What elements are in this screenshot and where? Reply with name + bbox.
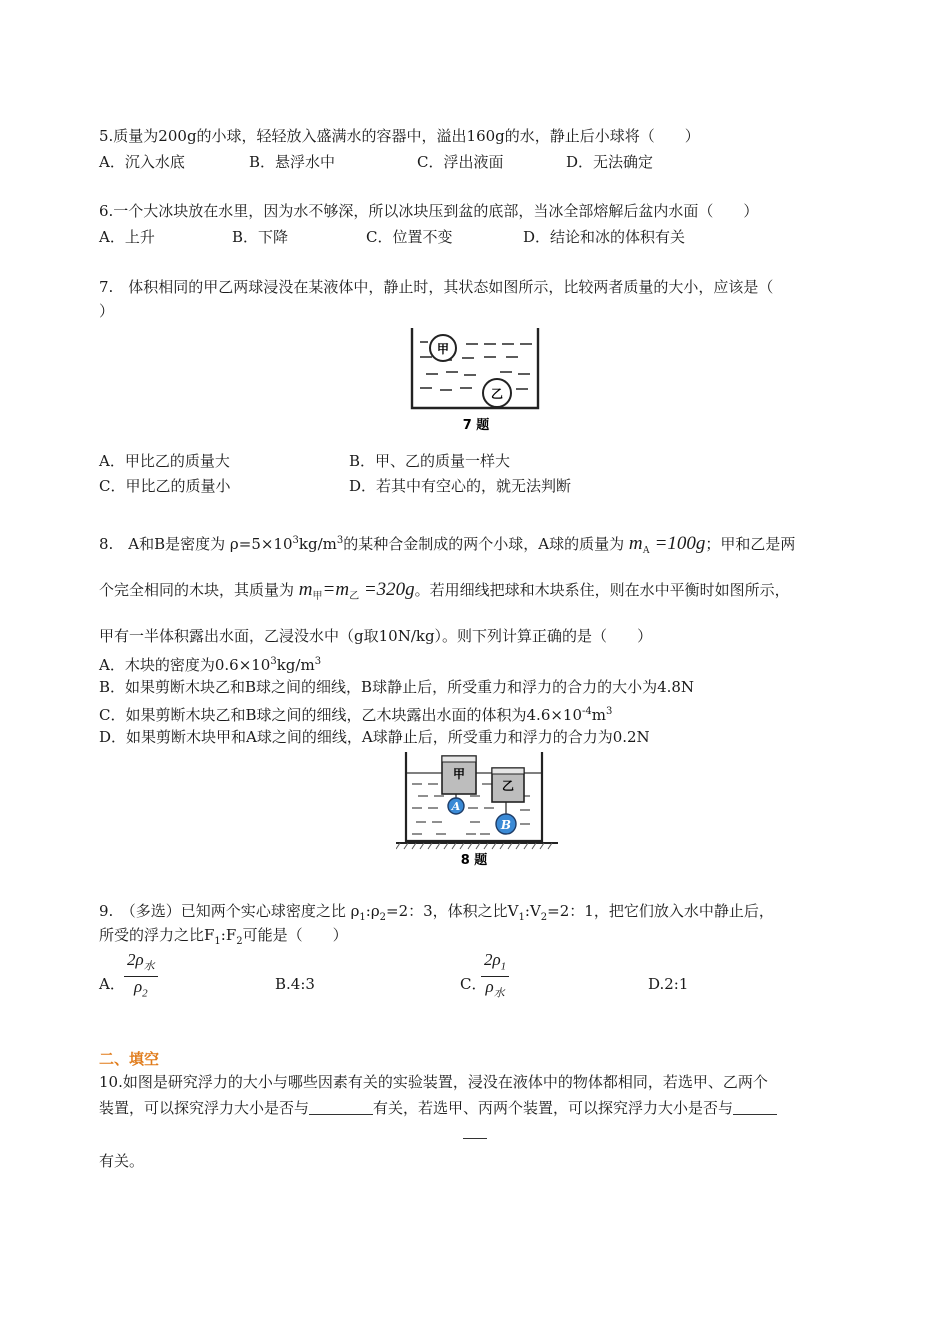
q8-ball-b-label: B (500, 818, 512, 832)
q8-figure-caption: 8 题 (460, 853, 488, 868)
q8-figure (396, 748, 558, 870)
q9-stem-line2: 所受的浮力之比$F_1:F_2$可能是（ ） (99, 926, 348, 947)
q10-stem-line2: 装置，可以探究浮力大小是否与 有关，若选甲、丙两个装置，可以探究浮力大小是否与 (99, 1098, 777, 1118)
q8-option-c: C．如果剪断木块乙和B球之间的细线，乙木块露出水面的体积为$4.6\times 10^{-4}m^3$ (99, 706, 613, 724)
q5-option-d: D．无法确定 (566, 153, 654, 171)
q8-option-a: A．木块的密度为$0.6\times 10^3kg/m^3$ (99, 656, 322, 674)
q7-stem-line2: ） (99, 302, 115, 320)
q5-option-b: B．悬浮水中 (249, 153, 336, 171)
q8-ball-a-label: A (451, 800, 461, 813)
q8-block-jia-label: 甲 (452, 767, 466, 781)
q6-option-c: C．位置不变 (366, 228, 453, 246)
q7-ball-jia-label: 甲 (436, 342, 450, 356)
q8-stem-line1: 8. A和B是密度为 $\rho=5\times 10^3kg/m^3$的某种合金制成的两个小球，A球的质量为 $m_A =100g$；甲和乙是两 (99, 533, 796, 556)
q7-ball-yi-label: 乙 (490, 387, 504, 401)
q10-blank-1[interactable] (309, 1100, 373, 1115)
q10-stem-line1: 10.如图是研究浮力的大小与哪些因素有关的实验装置，浸没在液体中的物体都相同，若选甲、乙两个 (99, 1073, 768, 1091)
q7-figure (400, 322, 550, 434)
q9-option-c-label: C． (460, 975, 487, 993)
mass-a-formula: $m_A =100g$ (628, 533, 706, 556)
q9-option-c-fraction: $2\rho_1$ $\rho_水$ (481, 950, 509, 1004)
q10-stem-line3: 有关。 (99, 1152, 145, 1170)
mass-block-formula: $m_甲=m_乙 =320g$ (298, 579, 415, 602)
q9-option-b: B.4:3 (275, 975, 315, 993)
q7-option-b: B．甲、乙的质量一样大 (349, 452, 511, 470)
q7-figure-caption: 7 题 (462, 418, 490, 433)
q7-option-a: A．甲比乙的质量大 (99, 452, 230, 470)
q7-option-c: C．甲比乙的质量小 (99, 477, 231, 495)
q9-option-a-label: A． (99, 975, 125, 993)
q6-stem: 6.一个大冰块放在水里，因为水不够深，所以冰块压到盆的底部，当冰全部熔解后盆内水面（ ） (99, 202, 759, 220)
q5-stem: 5.质量为200g的小球，轻轻放入盛满水的容器中，溢出160g的水，静止后小球将（ ） (99, 127, 700, 145)
q8-stem-line3: 甲有一半体积露出水面，乙浸没水中（g取10N/kg）。则下列计算正确的是（ ） (99, 627, 653, 645)
q10-blank-2-continuation[interactable] (463, 1138, 487, 1139)
q8-stem-line2: 个完全相同的木块，其质量为 $m_甲=m_乙 =320g$。若用细线把球和木块系住，则在水中平衡时如图所示， (99, 579, 790, 602)
q9-option-a-fraction: $2\rho_水$ $\rho_2$ (124, 950, 158, 1004)
q5-option-c: C．浮出液面 (417, 153, 504, 171)
q7-option-d: D．若其中有空心的，就无法判断 (349, 477, 572, 495)
q9-stem-line1: 9. （多选）已知两个实心球密度之比 $\rho_1:\rho_2=2$：3，体积之比$V_1:V_2=2$：1，把它们放入水中静止后， (99, 902, 774, 923)
q5-option-a: A．沉入水底 (99, 153, 185, 171)
q6-option-d: D．结论和冰的体积有关 (523, 228, 686, 246)
section-fill-in-title: 二、填空 (99, 1050, 160, 1068)
q10-blank-2[interactable] (733, 1100, 777, 1115)
q8-option-d: D．如果剪断木块甲和A球之间的细线，A球静止后，所受重力和浮力的合力为0.2N (99, 728, 650, 746)
q6-option-b: B．下降 (232, 228, 289, 246)
q8-block-yi-label: 乙 (501, 779, 515, 793)
q9-option-d: D.2:1 (648, 975, 689, 993)
q8-option-b: B．如果剪断木块乙和B球之间的细线，B球静止后，所受重力和浮力的合力的大小为4.8N (99, 678, 695, 696)
q6-option-a: A．上升 (99, 228, 155, 246)
q7-stem-line1: 7. 体积相同的甲乙两球浸没在某液体中，静止时，其状态如图所示，比较两者质量的大小，应该是（ (99, 278, 774, 296)
